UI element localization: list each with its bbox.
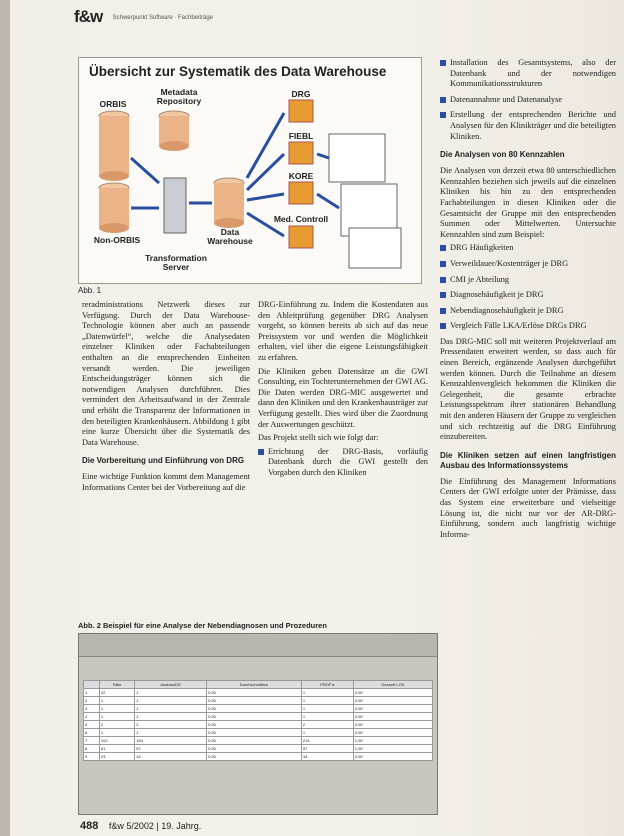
table-cell: 0,00: [207, 697, 302, 705]
col3-bullet-top: Datenannahme und Datenanalyse: [440, 95, 616, 106]
table-cell: 0,00: [207, 721, 302, 729]
column-3: [440, 58, 616, 543]
table-cell: 1: [301, 705, 353, 713]
table-cell: 9: [84, 753, 100, 761]
kore-cube-icon: [289, 182, 313, 204]
table-cell: 1: [301, 689, 353, 697]
header-subtitle: Schwerpunkt Software · Fachbeiträge: [112, 14, 214, 21]
journal-issue: f&w 5/2002 | 19. Jahrg.: [108, 821, 202, 831]
analysis-table: [83, 680, 433, 761]
table-cell: 1: [99, 729, 134, 737]
table-cell: 3: [84, 705, 100, 713]
col3-paragraph-1: Die Analysen von derzeit etwa 80 unterschiedlichen Kennzahlen beziehen sich jeweils auf die einzelnen Kliniken bis hin zu den entsprechenden Fachabteilungen in diesen Kliniken oder die Gesamtsicht der Gruppe mit den entsprechenden Summen oder Mittelwerten. Untersuchte Kennzahlen sind zum Beispiel:: [440, 166, 616, 239]
table-row: [84, 745, 433, 753]
col3-bullet-kpi: CMI je Abteilung: [440, 275, 616, 286]
table-cell: 0,00: [207, 713, 302, 721]
dw-diagram: [79, 58, 421, 283]
table-cell: 5: [84, 721, 100, 729]
table-cell: 6: [84, 729, 100, 737]
table-cell: 57: [135, 745, 207, 753]
col3-bullet-top: Erstellung der entsprechenden Berichte und Analysen für den Klinikträger und die beteiligten Kliniken.: [440, 110, 616, 142]
col3-paragraph-2: Das DRG-MIC soll mit weiteren Projektverlauf am Pressendaten erweitert werden, so dass auch für einen Bereich, ergänzende Analysen durchgeführt werden können. Durch die Teilnahme an diesem Kennzahlenvergleich bekommen die Kliniken die Gelegenheit, die gesamte erbrachte Leistungsspektrum ihrer stationären Behandlung mit den anderen Häusern der Gruppe zu vergleichen und sich rechtzeitig auf die DRG Einführung einzubereiten.: [440, 336, 616, 442]
label-nonorbis: Non-ORBIS: [93, 235, 141, 245]
table-cell: 1: [99, 713, 134, 721]
col3-bullet-top: Installation des Gesamtsystems, also der Datenbank und der notwendigen Kommunikationsstrukturen: [440, 58, 616, 90]
table-cell: 0,00: [207, 745, 302, 753]
table-cell: 22: [99, 689, 134, 697]
table-row: [84, 697, 433, 705]
label-orbis: ORBIS: [99, 99, 127, 109]
table-cell: 0,00: [207, 737, 302, 745]
col3-bullet-kpi: Vergleich Fälle LKA/Erlöse DRGs DRG: [440, 321, 616, 332]
table-cell: 213: [301, 737, 353, 745]
figure-2-caption: Abb. 2 Beispiel für eine Analyse der Nebendiagnosen und Prozeduren: [78, 621, 327, 630]
col3-bullet-kpi: Nebendiagnosehäufigkeit je DRG: [440, 306, 616, 317]
col1-heading: Die Vorbereitung und Einführung von DRG: [82, 456, 245, 466]
label-dw: Data Warehouse: [207, 227, 253, 246]
table-row: [84, 753, 433, 761]
figure-1-title: Übersicht zur Systematik des Data Warehouse: [89, 64, 387, 79]
table-header: Ausbau/DG: [135, 681, 207, 689]
drg-cube-icon: [289, 100, 313, 122]
label-metadata: Metadata Repository: [156, 87, 202, 106]
app-toolbar: [79, 634, 437, 657]
table-cell: 102: [99, 737, 134, 745]
table-header: [84, 681, 100, 689]
table-cell: 1: [99, 697, 134, 705]
dw-database-icon: [214, 178, 244, 228]
table-header: Durchschnittlich: [207, 681, 302, 689]
table-cell: 1: [99, 705, 134, 713]
fiebl-cube-icon: [289, 142, 313, 164]
table-header: Fälle: [99, 681, 134, 689]
table-cell: 2: [99, 721, 134, 729]
table-cell: 1: [301, 729, 353, 737]
table-cell: 0,00: [353, 705, 432, 713]
table-cell: 0,00: [353, 753, 432, 761]
col3-bullet-kpi: Verweildauer/Kostenträger je DRG: [440, 259, 616, 270]
col2-paragraph-2: Die Kliniken geben Datensätze an die GWI Consulting, ein Tochterunternehmen der GWI AG. Die Daten werden DRG-MIC ausgewertet und dann den Kliniken und den Krankenhausträger zur Verfügung gestellt. Dies wird über die Zuordnung der Auswertungen geschützt.: [258, 366, 428, 429]
figure-2-screenshot: [78, 633, 438, 815]
table-cell: 2: [135, 721, 207, 729]
col3-bullet-kpi: DRG Häufigkeiten: [440, 243, 616, 254]
label-medcontroll: Med. Controll: [273, 214, 329, 224]
table-row: [84, 737, 433, 745]
table-cell: 1: [135, 729, 207, 737]
table-cell: 1: [135, 697, 207, 705]
col1-paragraph-2: Eine wichtige Funktion kommt dem Management Informations Center bei der Vorbereitung auf die: [82, 472, 250, 492]
table-cell: 1: [301, 697, 353, 705]
label-transformation: Transformation Server: [145, 253, 207, 272]
page-footer: [80, 820, 201, 832]
table-cell: 0,00: [353, 697, 432, 705]
table-row: [84, 713, 433, 721]
column-1: [82, 300, 250, 497]
figure-1: [78, 57, 422, 284]
col2-bullet: Errichtung der DRG-Basis, vorläufig Datenbank durch die GWI gestellt den Vorgaben durch den Kliniken: [258, 447, 428, 479]
table-cell: 34: [301, 753, 353, 761]
col3-heading-1: Die Analysen von 80 Kennzahlen: [440, 150, 565, 160]
table-cell: 0,00: [353, 721, 432, 729]
page-number: 488: [80, 820, 99, 832]
col3-paragraph-3: Die Einführung des Management Informations Centers der GWI erfolgte unter der Prämisse, dass das System eine erweiterbare und vielseitige Lösung ist, die nicht nur vor der AR-DRG-Einführung, sondern auch langfristig wichtige Informa-: [440, 476, 616, 539]
table-cell: 0,00: [207, 705, 302, 713]
table-cell: 4: [84, 713, 100, 721]
table-cell: 0,00: [207, 729, 302, 737]
label-kore: KORE: [288, 171, 314, 181]
figure-1-caption: Abb. 1: [78, 286, 102, 295]
col3-heading-2: Die Kliniken setzen auf einen langfristigen Ausbau des Informationssystems: [440, 450, 616, 470]
book-spine: [0, 0, 10, 836]
table-cell: 1,00: [353, 745, 432, 753]
table-cell: 61: [99, 745, 134, 753]
table-cell: 1: [135, 713, 207, 721]
report-thumbnail-3: [349, 228, 401, 268]
label-fiebl: FIEBL: [288, 131, 314, 141]
table-header: PROF'a: [301, 681, 353, 689]
table-cell: 0,00: [353, 713, 432, 721]
table-cell: 1: [135, 689, 207, 697]
running-header: [74, 7, 213, 27]
table-cell: 2: [84, 697, 100, 705]
col1-paragraph-1: reradministrations Netzwerk dieses zur Verfügung. Durch der Data Warehouse-Technologie können aber auch an passende „Datenwürfel“, welche die Analysedaten einzelner Kliniken oder Fachabteilungen enthalten an die entsprechenden Einheiten versandt werden. Die jeweiligen Entscheidungsträger können sich die notwendigen Analysen durchführen. Dies vermindert den Arbeitsaufwand in der Zentrale und erhöht die Transparenz der Informationen in den beteiligten Krankenhäusern. Abbildung 1 gibt eine kurze Übersicht über die Systematik des Data Warehouse.: [82, 300, 250, 447]
table-cell: 2: [301, 721, 353, 729]
nonorbis-database-icon: [99, 183, 129, 233]
col2-paragraph-3: Das Projekt stellt sich wie folgt dar:: [258, 433, 379, 443]
table-cell: 163: [135, 737, 207, 745]
table-cell: 34: [135, 753, 207, 761]
table-cell: 8: [84, 745, 100, 753]
table-cell: 57: [301, 745, 353, 753]
orbis-database-icon: [99, 111, 129, 181]
table-row: [84, 729, 433, 737]
table-cell: 23: [99, 753, 134, 761]
table-cell: 0,00: [353, 729, 432, 737]
table-cell: 1,00: [353, 737, 432, 745]
metadata-database-icon: [159, 111, 189, 151]
table-cell: 0,00: [207, 753, 302, 761]
column-2: [258, 300, 428, 484]
medcontroll-cube-icon: [289, 226, 313, 248]
col2-paragraph-1: DRG-Einführung zu. Indem die Kostendaten aus den Ableitprüfung gegenüber DRG Analysen vorgeht, so können bereits ab sich auf das neue Preissystem vor und werden die Möglichkeit erhalten, viel über die eigene Leistungsfähigkeit zu erfahren.: [258, 300, 428, 362]
table-cell: 0,00: [353, 689, 432, 697]
table-cell: 1: [84, 689, 100, 697]
table-row: [84, 705, 433, 713]
table-header: Gesamt LOS: [353, 681, 432, 689]
col3-bullet-kpi: Diagnosehäufigkeit je DRG: [440, 290, 616, 301]
table-cell: 1: [135, 705, 207, 713]
table-cell: 0,00: [207, 689, 302, 697]
table-row: [84, 689, 433, 697]
table-row: [84, 721, 433, 729]
table-cell: 7: [84, 737, 100, 745]
journal-logo: f&w: [74, 7, 103, 26]
report-thumbnail-1: [329, 134, 385, 182]
transformation-server-icon: [164, 178, 186, 233]
label-drg: DRG: [291, 89, 311, 99]
table-cell: 1: [301, 713, 353, 721]
